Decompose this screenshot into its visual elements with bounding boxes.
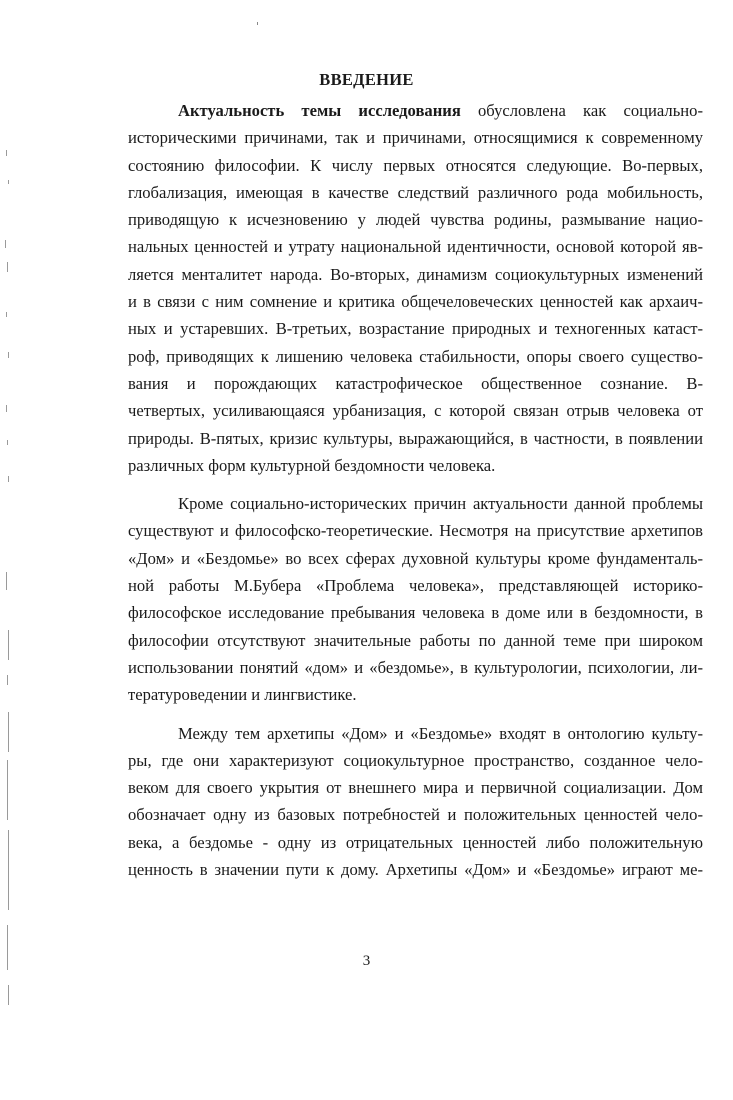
paragraph-line: и в связи с ним сомнение и критика общечеловеческих ценностей как архаич- xyxy=(128,292,703,312)
lead-phrase: Актуальность темы исследования xyxy=(178,101,461,120)
paragraph-line: «Дом» и «Бездомье» во всех сферах духовной культуры кроме фундаменталь- xyxy=(128,548,703,568)
paragraph-line: веком для своего укрытия от внешнего мира и первичной социализации. Дом xyxy=(128,778,703,798)
paragraph-line: обозначает одну из базовых потребностей и положительных ценностей чело- xyxy=(128,805,703,825)
paragraph-line: ценность в значении пути к дому. Архетипы «Дом» и «Бездомье» играют ме- xyxy=(128,860,703,880)
paragraph-line: использовании понятий «дом» и «бездомье», в культурологии, психологии, ли- xyxy=(128,657,703,677)
paragraph-1-line-1 xyxy=(128,97,703,124)
paragraph-line: ляется менталитет народа. Во-вторых, динамизм социокультурных изменений xyxy=(128,264,703,284)
paragraph-3-line-1: Между тем архетипы «Дом» и «Бездомье» входят в онтологию культу- xyxy=(178,723,703,743)
paragraph-line: философии отсутствуют значительные работы по данной теме при широком xyxy=(128,630,703,650)
paragraph-line: состоянию философии. К числу первых относятся следующие. Во-первых, xyxy=(128,155,703,175)
paragraph-line: различных форм культурной бездомности человека. xyxy=(128,455,496,475)
paragraph-line: глобализация, имеющая в качестве следствий различного рода мобильность, xyxy=(128,182,703,202)
paragraph-line: природы. В-пятых, кризис культуры, выражающийся, в частности, в появлении xyxy=(128,428,703,448)
paragraph-line: приводящую к исчезновению у людей чувства родины, размывание нацио- xyxy=(128,210,703,230)
scan-margin-marks xyxy=(0,0,20,1100)
page-number: 3 xyxy=(362,953,371,969)
paragraph-gap xyxy=(128,479,703,490)
paragraph-line: века, а бездомье - одну из отрицательных ценностей либо положительную xyxy=(128,832,703,852)
paragraph-gap xyxy=(128,709,703,720)
paragraph-line: роф, приводящих к лишению человека стабильности, опоры своего существо- xyxy=(128,346,703,366)
paragraph-2-line-1: Кроме социально-исторических причин актуальности данной проблемы xyxy=(178,494,703,514)
lead-continuation: обусловлена как социально- xyxy=(460,101,703,120)
paragraph-line: тературоведении и лингвистике. xyxy=(128,685,357,705)
scan-artifact xyxy=(257,22,258,25)
section-heading: ВВЕДЕНИЕ xyxy=(319,70,414,89)
body-text xyxy=(128,97,703,883)
paragraph-line: ры, где они характеризуют социокультурное пространство, созданное чело- xyxy=(128,750,703,770)
paragraph-line: ных и устаревших. В-третьих, возрастание природных и техногенных катаст- xyxy=(128,319,703,339)
paragraph-line: философское исследование пребывания человека в доме или в бездомности, в xyxy=(128,603,703,623)
paragraph-line: историческими причинами, так и причинами, относящимися к современному xyxy=(128,128,703,148)
paragraph-line: четвертых, усиливающаяся урбанизация, с которой связан отрыв человека от xyxy=(128,401,703,421)
paragraph-line: существуют и философско-теоретические. Несмотря на присутствие архетипов xyxy=(128,521,703,541)
paragraph-line: нальных ценностей и утрату национальной идентичности, основой которой яв- xyxy=(128,237,703,257)
paragraph-line: ной работы М.Бубера «Проблема человека», представляющей историко- xyxy=(128,576,703,596)
paragraph-line: вания и порождающих катастрофическое общественное сознание. В- xyxy=(128,373,703,393)
